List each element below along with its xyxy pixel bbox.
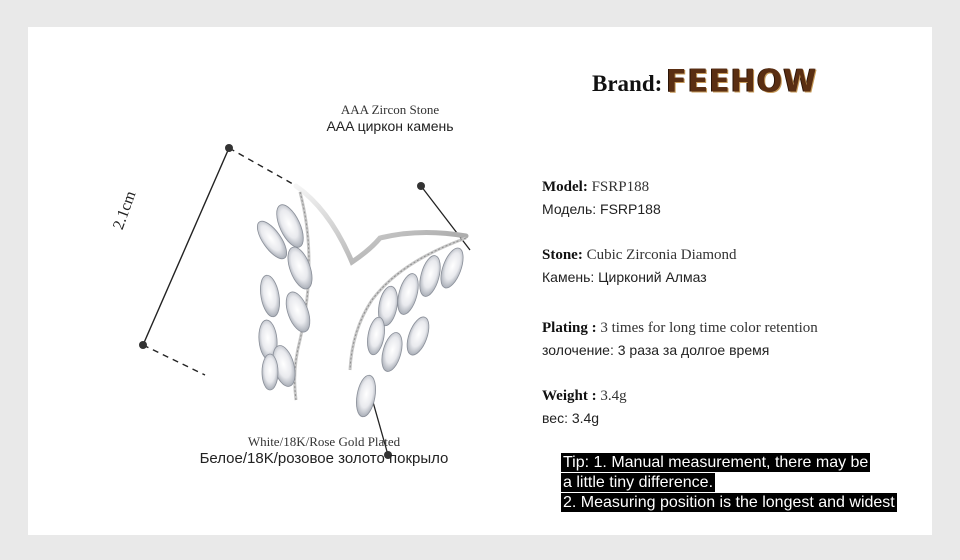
spec-plating-ru: золочение: 3 раза за долгое время <box>542 342 770 358</box>
spec-weight-label: Weight : <box>542 388 597 404</box>
dimension-label: 2.1cm <box>110 188 140 232</box>
spec-weight-ru: вес: 3.4g <box>542 410 600 426</box>
spec-model-label: Model: <box>542 179 588 195</box>
tip-line-3: 2. Measuring position is the longest and widest <box>563 494 895 511</box>
plating-callout-en: White/18K/Rose Gold Plated <box>247 434 401 449</box>
spec-model-value: FSRP188 <box>591 179 650 195</box>
stone-pointer-dot <box>417 182 425 190</box>
spec-model-ru: Модель: FSRP188 <box>542 201 661 217</box>
dimension-dot-bottom <box>139 341 147 349</box>
brand-logo: FEEHOW <box>666 63 818 100</box>
spec-plating-value: 3 times for long time color retention <box>600 320 818 336</box>
spec-stone <box>542 244 737 288</box>
spec-model <box>542 176 661 220</box>
spec-stone-ru: Камень: Цирконий Алмаз <box>542 269 707 285</box>
tip-line-2: a little tiny difference. <box>563 474 714 491</box>
right-wing-gems <box>353 245 467 418</box>
spec-weight <box>542 385 627 429</box>
ring-band <box>295 186 466 400</box>
tip-line-1: Tip: 1. Manual measurement, there may be <box>563 454 869 471</box>
spec-weight-value: 3.4g <box>600 388 627 404</box>
stone-callout-en: AAA Zircon Stone <box>340 102 440 117</box>
brand-label: Brand: <box>592 71 663 96</box>
dimension-dot-top <box>225 144 233 152</box>
plating-callout-ru: Белое/18K/розовое золото покрыло <box>199 450 449 467</box>
spec-plating <box>542 317 818 361</box>
stone-callout <box>300 102 480 134</box>
spec-stone-label: Stone: <box>542 247 583 263</box>
spec-stone-value: Cubic Zirconia Diamond <box>586 247 737 263</box>
plating-callout <box>174 434 474 467</box>
brand-row <box>592 64 817 99</box>
stone-callout-ru: AAA циркон камень <box>326 118 454 134</box>
spec-plating-label: Plating : <box>542 320 597 336</box>
